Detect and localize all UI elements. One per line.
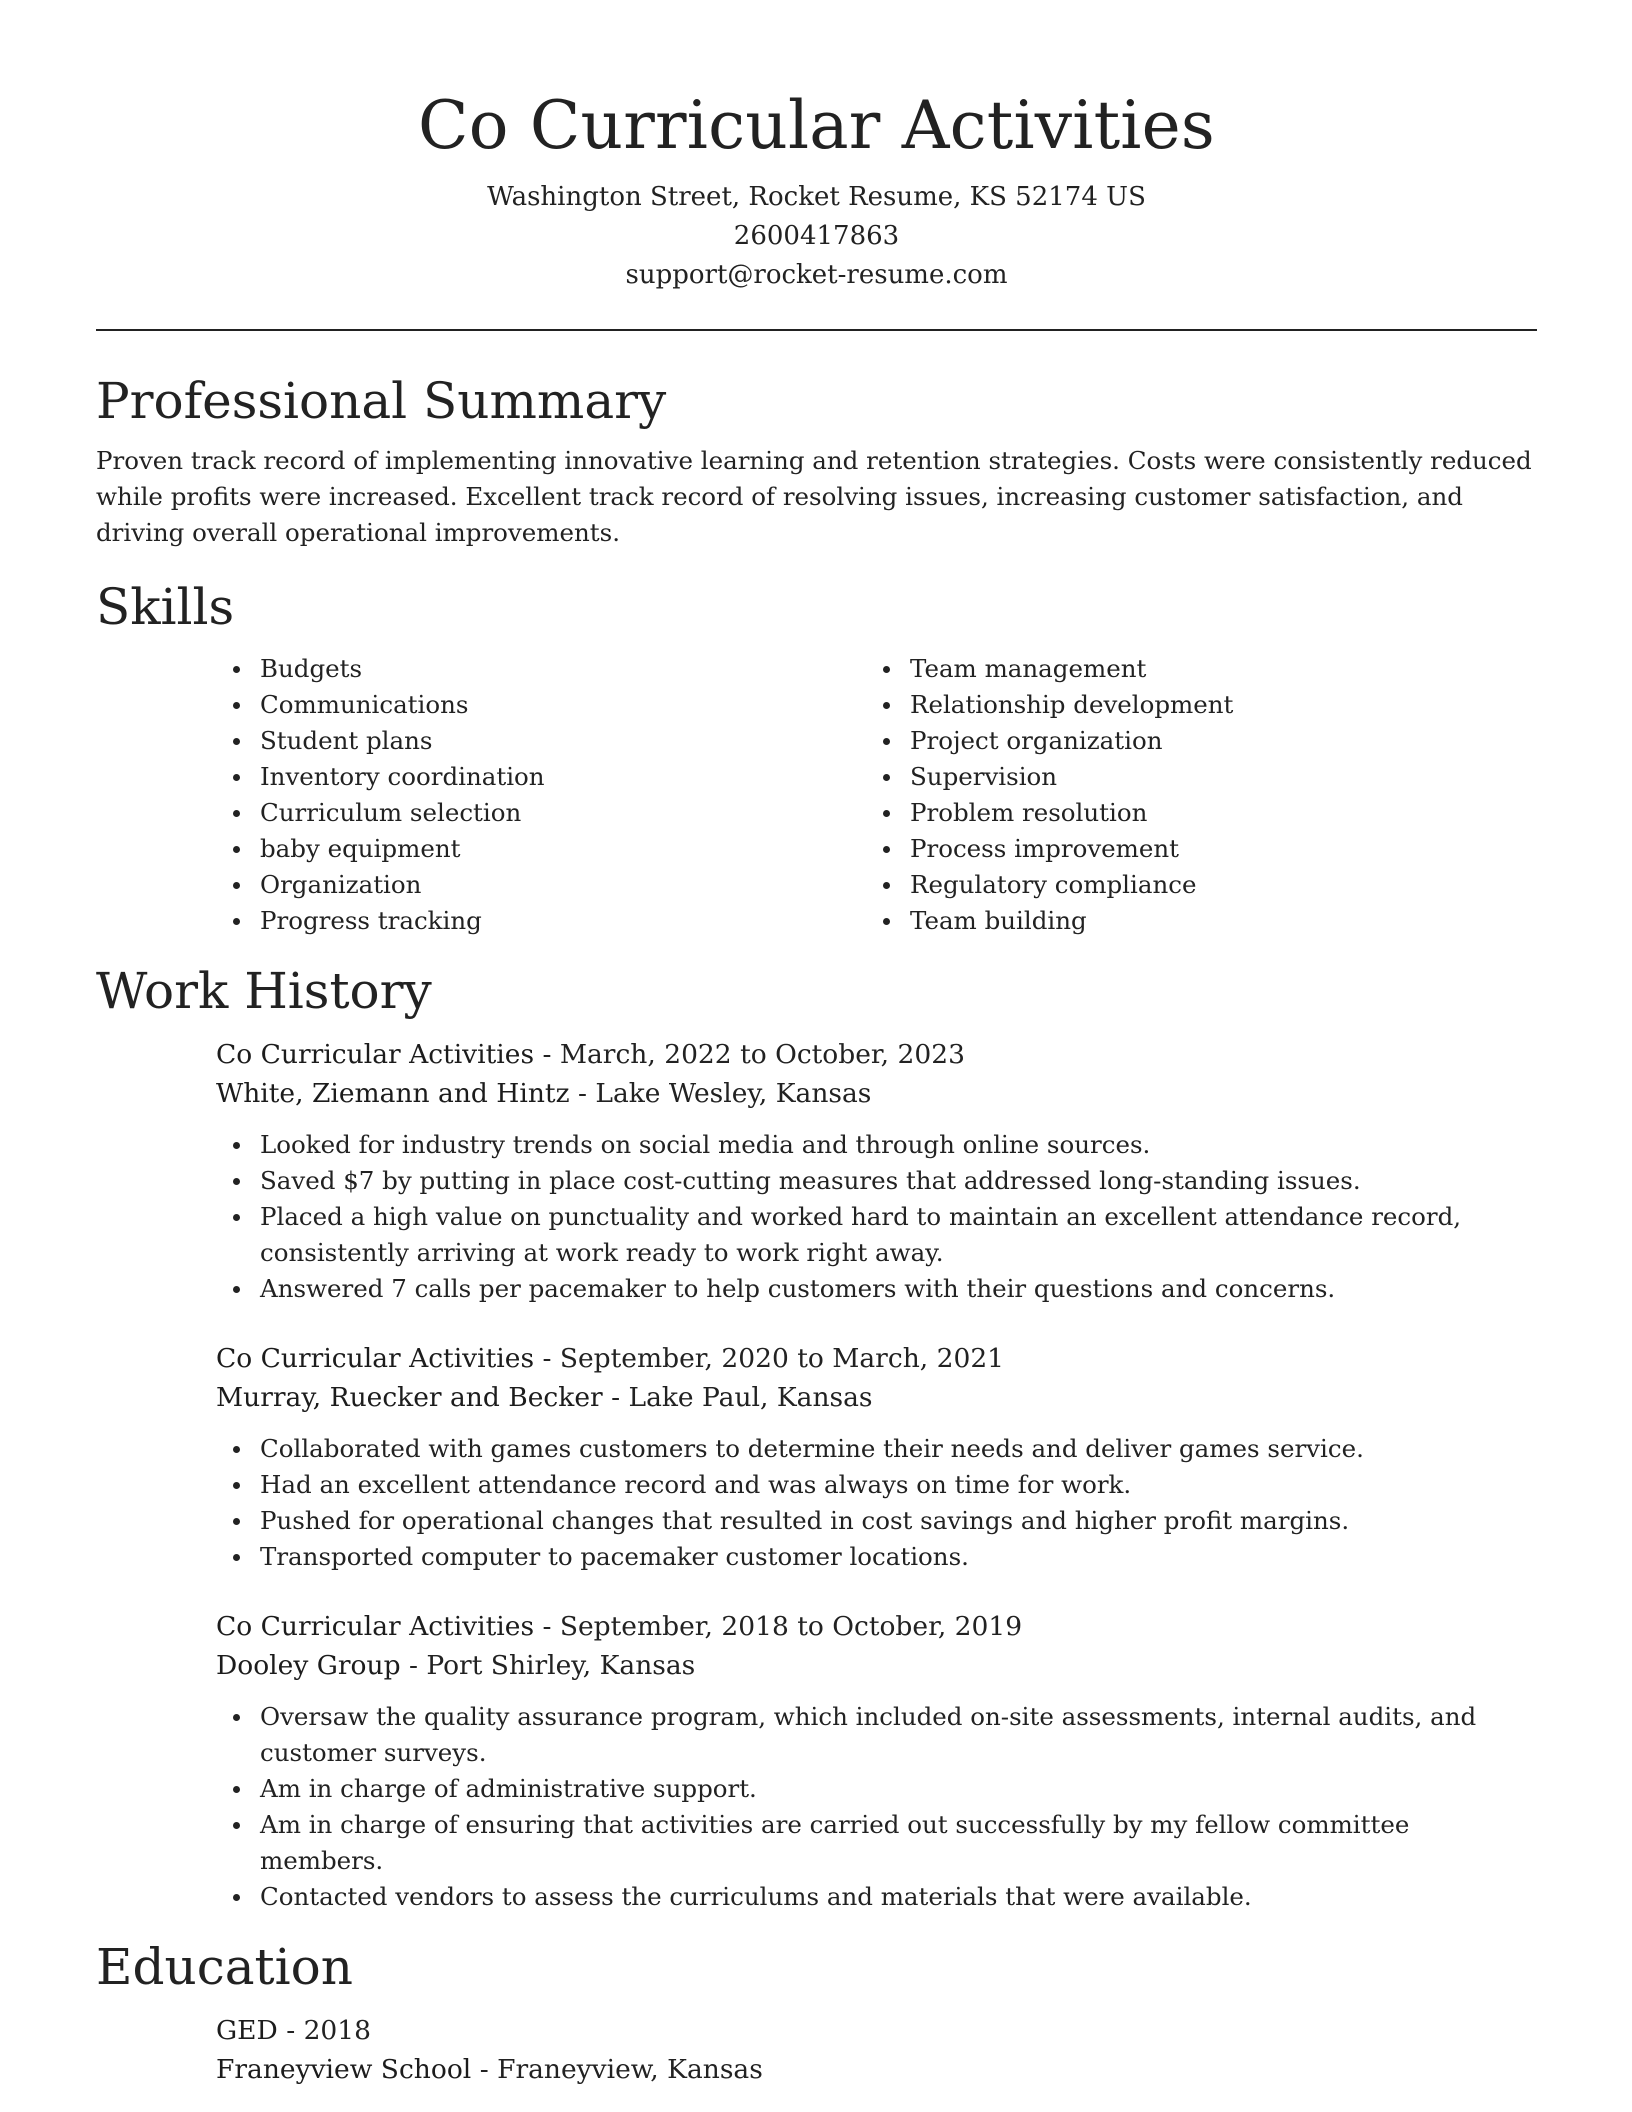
job-company-line <box>216 1074 1537 1113</box>
summary-text: Proven track record of implementing innovative learning and retention strategies. Costs were consistently reduced while profits were increased. Excellent track record of resolving issues, increasing customer satisfaction, and driving overall operational improvements. <box>96 446 1532 547</box>
resume-page <box>96 0 1537 2089</box>
address: Washington Street, Rocket Resume, KS 52174 US <box>487 182 1146 212</box>
job-title-line <box>216 1607 1537 1646</box>
summary-section <box>96 371 1537 551</box>
job-role: Co Curricular Activities <box>216 1611 535 1642</box>
email: support@rocket-resume.com <box>625 260 1008 290</box>
skill-item: baby equipment <box>216 831 866 867</box>
phone: 2600417863 <box>733 221 900 251</box>
education-section <box>96 1937 1537 2089</box>
contact-info <box>96 178 1537 295</box>
header-divider <box>96 329 1537 331</box>
skills-column-left <box>216 651 866 939</box>
job-bullet: Contacted vendors to assess the curriculums and materials that were available. <box>216 1879 1537 1915</box>
skill-item: Supervision <box>866 759 1516 795</box>
skill-item: Relationship development <box>866 687 1516 723</box>
skill-item: Team management <box>866 651 1516 687</box>
job-dates: - September, 2018 to October, 2019 <box>534 1611 1023 1642</box>
skill-item: Project organization <box>866 723 1516 759</box>
job-entry <box>216 1607 1537 1915</box>
job-bullet: Looked for industry trends on social media and through online sources. <box>216 1127 1537 1163</box>
job-bullet: Had an excellent attendance record and was always on time for work. <box>216 1467 1537 1503</box>
education-school-line <box>216 2050 1537 2089</box>
skills-section <box>96 577 1537 939</box>
job-bullet: Am in charge of ensuring that activities are carried out successfully by my fellow committee members. <box>216 1807 1537 1879</box>
job-location: - Lake Paul, Kansas <box>602 1382 873 1413</box>
skill-item: Organization <box>216 867 866 903</box>
jobs-list <box>216 1035 1537 1915</box>
job-role: Co Curricular Activities <box>216 1039 535 1070</box>
job-company: White, Ziemann and Hintz <box>216 1078 570 1109</box>
job-company-line <box>216 1378 1537 1417</box>
job-bullets <box>216 1431 1537 1575</box>
job-bullet: Answered 7 calls per pacemaker to help customers with their questions and concerns. <box>216 1271 1537 1307</box>
skill-item: Process improvement <box>866 831 1516 867</box>
summary-title: Professional Summary <box>96 372 667 430</box>
job-bullets <box>216 1699 1537 1915</box>
job-bullet: Collaborated with games customers to determine their needs and deliver games service. <box>216 1431 1537 1467</box>
job-bullet: Saved $7 by putting in place cost-cutting measures that addressed long-standing issues. <box>216 1163 1537 1199</box>
skills-column-right <box>866 651 1516 939</box>
job-role: Co Curricular Activities <box>216 1343 535 1374</box>
job-bullet: Placed a high value on punctuality and worked hard to maintain an excellent attendance record, consistently arriving at work ready to work right away. <box>216 1199 1537 1271</box>
skill-item: Communications <box>216 687 866 723</box>
job-bullets <box>216 1127 1537 1307</box>
work-history-title: Work History <box>96 962 432 1020</box>
education-degree-line <box>216 2011 1537 2050</box>
skill-item: Curriculum selection <box>216 795 866 831</box>
education-degree: GED <box>216 2015 278 2046</box>
job-company: Dooley Group <box>216 1650 401 1681</box>
job-bullet: Transported computer to pacemaker customer locations. <box>216 1539 1537 1575</box>
skill-item: Problem resolution <box>866 795 1516 831</box>
job-location: - Lake Wesley, Kansas <box>569 1078 872 1109</box>
skill-item: Progress tracking <box>216 903 866 939</box>
education-school: Franeyview School <box>216 2054 472 2085</box>
job-bullet: Pushed for operational changes that resulted in cost savings and higher profit margins. <box>216 1503 1537 1539</box>
skill-item: Inventory coordination <box>216 759 866 795</box>
job-company-line <box>216 1646 1537 1685</box>
resume-header <box>96 0 1537 295</box>
skills-title: Skills <box>96 578 235 636</box>
candidate-name: Co Curricular Activities <box>418 87 1215 164</box>
job-company: Murray, Ruecker and Becker <box>216 1382 603 1413</box>
job-location: - Port Shirley, Kansas <box>400 1650 696 1681</box>
skill-item: Regulatory compliance <box>866 867 1516 903</box>
job-bullet: Oversaw the quality assurance program, which included on-site assessments, internal audits, and customer surveys. <box>216 1699 1537 1771</box>
education-year: - 2018 <box>277 2015 372 2046</box>
education-title: Education <box>96 1938 353 1996</box>
job-entry <box>216 1035 1537 1307</box>
job-title-line <box>216 1035 1537 1074</box>
skill-item: Team building <box>866 903 1516 939</box>
job-dates: - March, 2022 to October, 2023 <box>534 1039 965 1070</box>
job-entry <box>216 1339 1537 1575</box>
education-entry <box>216 2011 1537 2089</box>
job-bullet: Am in charge of administrative support. <box>216 1771 1537 1807</box>
job-title-line <box>216 1339 1537 1378</box>
skill-item: Budgets <box>216 651 866 687</box>
skill-item: Student plans <box>216 723 866 759</box>
skills-grid <box>216 651 1537 939</box>
job-dates: - September, 2020 to March, 2021 <box>534 1343 1005 1374</box>
education-location: - Franeyview, Kansas <box>471 2054 763 2085</box>
work-history-section <box>96 961 1537 1915</box>
